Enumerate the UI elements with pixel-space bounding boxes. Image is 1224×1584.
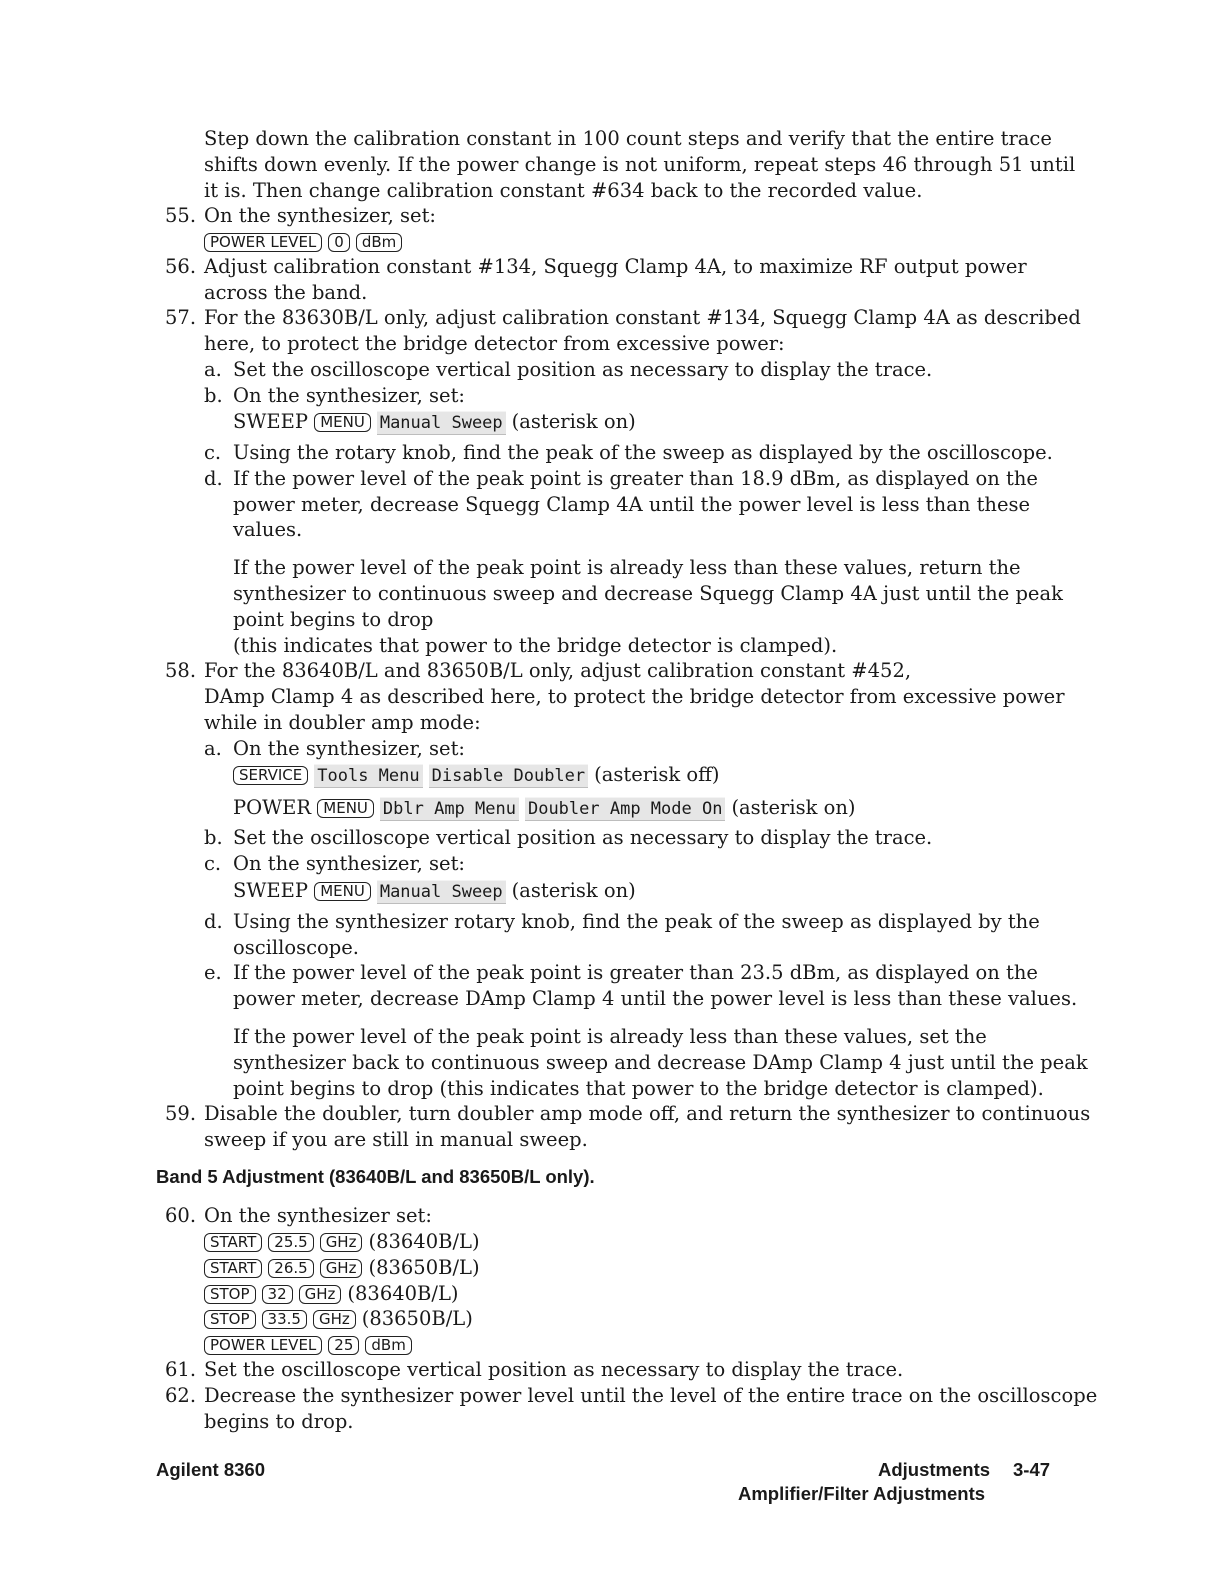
step-text: here, to protect the bridge detector from excessive power: <box>204 332 785 355</box>
step-text: sweep if you are still in manual sweep. <box>204 1128 588 1151</box>
substep-text: Set the oscilloscope vertical position as necessary to display the trace. <box>233 826 933 849</box>
step-text: For the 83630B/L only, adjust calibration constant #134, Squegg Clamp 4A as described <box>204 306 1081 329</box>
sweep-label: SWEEP <box>233 410 308 433</box>
substep-label: a. <box>204 358 222 381</box>
ghz-key: GHz <box>313 1310 356 1329</box>
step-text: Adjust calibration constant #134, Squegg Clamp 4A, to maximize RF output power <box>204 255 1027 278</box>
digit-key: 0 <box>328 233 350 252</box>
section-heading: Band 5 Adjustment (83640B/L and 83650B/L only). <box>156 1166 595 1187</box>
substep-text: values. <box>233 518 303 541</box>
step-number: 59. <box>165 1102 197 1125</box>
step-number: 61. <box>165 1358 197 1381</box>
key-sequence <box>233 409 636 435</box>
dbm-key: dBm <box>356 233 402 252</box>
disable-doubler-softkey: Disable Doubler <box>429 764 589 788</box>
model-note: (83640B/L) <box>347 1282 459 1305</box>
doubler-amp-mode-softkey: Doubler Amp Mode On <box>525 797 725 821</box>
substep-label: e. <box>204 961 222 984</box>
step-number: 55. <box>165 204 197 227</box>
substep-text: power meter, decrease Squegg Clamp 4A until the power level is less than these <box>233 493 1031 516</box>
asterisk-note: (asterisk on) <box>731 796 856 819</box>
key-sequence <box>204 1306 473 1331</box>
asterisk-note: (asterisk off) <box>594 763 720 786</box>
key-sequence <box>204 1281 459 1306</box>
key-sequence <box>233 762 720 788</box>
key-sequence <box>233 795 856 821</box>
note-paragraph: If the power level of the peak point is already less than these values, return the <box>233 556 1021 579</box>
step-text: while in doubler amp mode: <box>204 711 481 734</box>
intro-line: it is. Then change calibration constant #634 back to the recorded value. <box>204 179 923 202</box>
key-sequence <box>204 1255 480 1280</box>
substep-text: Using the synthesizer rotary knob, find the peak of the sweep as displayed by the <box>233 910 1040 933</box>
service-key: SERVICE <box>233 766 308 785</box>
asterisk-note: (asterisk on) <box>511 410 636 433</box>
dblr-amp-menu-softkey: Dblr Amp Menu <box>380 797 519 821</box>
key-sequence <box>204 1332 418 1357</box>
key-sequence <box>204 229 408 254</box>
step-text: Decrease the synthesizer power level until the level of the entire trace on the oscilloscope <box>204 1384 1098 1407</box>
start-key: START <box>204 1233 262 1252</box>
footer-section: Adjustments <box>878 1459 991 1480</box>
model-note: (83650B/L) <box>368 1256 480 1279</box>
note-paragraph: point begins to drop (this indicates that power to the bridge detector is clamped). <box>233 1077 1044 1100</box>
step-text: On the synthesizer set: <box>204 1204 432 1227</box>
intro-line: Step down the calibration constant in 100 count steps and verify that the entire trace <box>204 127 1052 150</box>
value-key: 26.5 <box>268 1259 313 1278</box>
substep-text: On the synthesizer, set: <box>233 384 465 407</box>
value-key: 25 <box>328 1336 359 1355</box>
manual-sweep-softkey: Manual Sweep <box>377 411 506 435</box>
substep-label: b. <box>204 826 223 849</box>
step-number: 62. <box>165 1384 197 1407</box>
note-paragraph: If the power level of the peak point is already less than these values, set the <box>233 1025 987 1048</box>
step-text: begins to drop. <box>204 1410 354 1433</box>
substep-text: On the synthesizer, set: <box>233 852 465 875</box>
footer-product: Agilent 8360 <box>156 1459 265 1480</box>
step-number: 57. <box>165 306 197 329</box>
substep-text: power meter, decrease DAmp Clamp 4 until the power level is less than these values. <box>233 987 1078 1010</box>
note-paragraph: synthesizer to continuous sweep and decrease Squegg Clamp 4A just until the peak <box>233 582 1063 605</box>
note-paragraph: (this indicates that power to the bridge detector is clamped). <box>233 634 838 657</box>
model-note: (83640B/L) <box>368 1230 480 1253</box>
value-key: 33.5 <box>262 1310 307 1329</box>
ghz-key: GHz <box>320 1259 363 1278</box>
note-paragraph: point begins to drop <box>233 608 434 631</box>
step-text: Disable the doubler, turn doubler amp mode off, and return the synthesizer to continuous <box>204 1102 1091 1125</box>
manual-sweep-softkey: Manual Sweep <box>377 880 506 904</box>
step-text: DAmp Clamp 4 as described here, to protect the bridge detector from excessive power <box>204 685 1065 708</box>
step-text: Set the oscilloscope vertical position as necessary to display the trace. <box>204 1358 904 1381</box>
footer-page-number: 3-47 <box>1013 1459 1051 1480</box>
key-sequence <box>233 878 636 904</box>
power-label: POWER <box>233 796 312 819</box>
model-note: (83650B/L) <box>361 1307 473 1330</box>
ghz-key: GHz <box>320 1233 363 1252</box>
sweep-label: SWEEP <box>233 879 308 902</box>
tools-menu-softkey: Tools Menu <box>314 764 422 788</box>
stop-key: STOP <box>204 1285 256 1304</box>
substep-text: If the power level of the peak point is greater than 18.9 dBm, as displayed on the <box>233 467 1038 490</box>
key-sequence <box>204 1229 480 1254</box>
menu-key: MENU <box>314 413 371 432</box>
note-paragraph: synthesizer back to continuous sweep and decrease DAmp Clamp 4 just until the peak <box>233 1051 1088 1074</box>
substep-text: oscilloscope. <box>233 936 360 959</box>
footer-subsection: Amplifier/Filter Adjustments <box>738 1483 986 1504</box>
step-text: For the 83640B/L and 83650B/L only, adjust calibration constant #452, <box>204 659 912 682</box>
step-text: across the band. <box>204 281 368 304</box>
substep-label: b. <box>204 384 223 407</box>
substep-text: If the power level of the peak point is greater than 23.5 dBm, as displayed on the <box>233 961 1038 984</box>
step-number: 60. <box>165 1204 197 1227</box>
value-key: 32 <box>262 1285 293 1304</box>
power-level-key: POWER LEVEL <box>204 233 322 252</box>
substep-text: Set the oscilloscope vertical position as necessary to display the trace. <box>233 358 933 381</box>
substep-label: d. <box>204 467 223 490</box>
step-number: 58. <box>165 659 197 682</box>
substep-label: a. <box>204 737 222 760</box>
intro-line: shifts down evenly. If the power change is not uniform, repeat steps 46 through 51 until <box>204 153 1076 176</box>
power-level-key: POWER LEVEL <box>204 1336 322 1355</box>
ghz-key: GHz <box>299 1285 342 1304</box>
substep-label: c. <box>204 441 222 464</box>
substep-label: c. <box>204 852 222 875</box>
step-number: 56. <box>165 255 197 278</box>
start-key: START <box>204 1259 262 1278</box>
menu-key: MENU <box>317 799 374 818</box>
step-text: On the synthesizer, set: <box>204 204 436 227</box>
substep-text: Using the rotary knob, find the peak of the sweep as displayed by the oscilloscope. <box>233 441 1053 464</box>
menu-key: MENU <box>314 882 371 901</box>
stop-key: STOP <box>204 1310 256 1329</box>
value-key: 25.5 <box>268 1233 313 1252</box>
asterisk-note: (asterisk on) <box>511 879 636 902</box>
dbm-key: dBm <box>365 1336 411 1355</box>
substep-label: d. <box>204 910 223 933</box>
substep-text: On the synthesizer, set: <box>233 737 465 760</box>
